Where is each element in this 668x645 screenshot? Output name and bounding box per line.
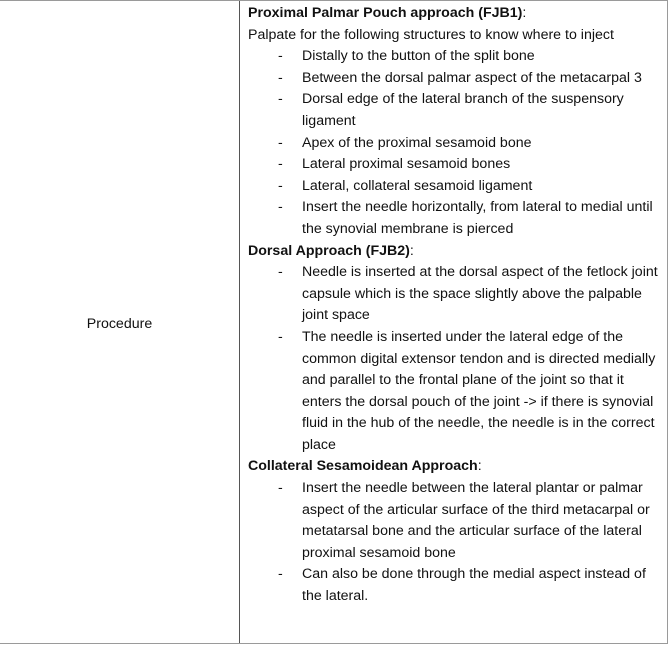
bullet-dash: - (278, 134, 283, 151)
section-heading: Proximal Palmar Pouch approach (FJB1): (248, 5, 527, 21)
bullet-dash: - (278, 480, 283, 497)
list-item: - Can also be done through the medial aspect instead of the lateral. (278, 566, 646, 605)
section-heading: Collateral Sesamoidean Approach: (248, 458, 482, 475)
list-item: - Dorsal edge of the lateral branch of the suspensory ligament (278, 91, 624, 129)
section-heading: Dorsal Approach (FJB2): (248, 242, 414, 259)
bullet-dash: - (278, 156, 283, 173)
section-item-list (248, 262, 660, 456)
procedure-content-cell (248, 3, 660, 608)
section-item-list (248, 478, 660, 608)
section-collateral-sesamoidean-approach (248, 456, 660, 607)
list-item: - Between the dorsal palmar aspect of the metacarpal 3 (248, 68, 660, 90)
section-dorsal-approach (248, 241, 660, 457)
list-item: - Insert the needle between the lateral plantar or palmar aspect of the articular surface of the third metacarpal or metatarsal bone and the articular surface of the lateral proximal sesamoid bone (278, 480, 650, 561)
list-item: - Distally to the button of the split bone (248, 46, 660, 68)
section-intro: Palpate for the following structures to know where to inject (248, 26, 614, 43)
list-item: - Lateral proximal sesamoid bones (248, 154, 660, 176)
bullet-dash: - (278, 48, 283, 65)
list-item: - Insert the needle horizontally, from lateral to medial until the synovial membrane is pierced (278, 199, 653, 237)
bullet-dash: - (278, 177, 283, 194)
list-item: - Needle is inserted at the dorsal aspect of the fetlock joint capsule which is the space slightly above the palpable joint space (278, 264, 658, 324)
section-item-list (248, 46, 660, 240)
list-item: - Apex of the proximal sesamoid bone (248, 133, 660, 155)
row-label: Procedure (86, 316, 153, 332)
bullet-dash: - (278, 199, 283, 216)
bullet-dash: - (278, 328, 283, 345)
bullet-dash: - (278, 69, 283, 86)
list-item: - The needle is inserted under the lateral edge of the common digital extensor tendon and is directed medially and parallel to the frontal plane of the joint so that it enters the dorsal pouch of the joint -> if there is synovial fluid in the hub of the needle, the needle is in the correct place (278, 328, 656, 453)
bullet-dash: - (278, 91, 283, 108)
row-label-cell (0, 1, 239, 645)
bullet-dash: - (278, 566, 283, 583)
column-divider (239, 1, 240, 643)
bullet-dash: - (278, 264, 283, 281)
list-item: - Lateral, collateral sesamoid ligament (248, 176, 660, 198)
section-proximal-palmar-pouch (248, 3, 660, 241)
